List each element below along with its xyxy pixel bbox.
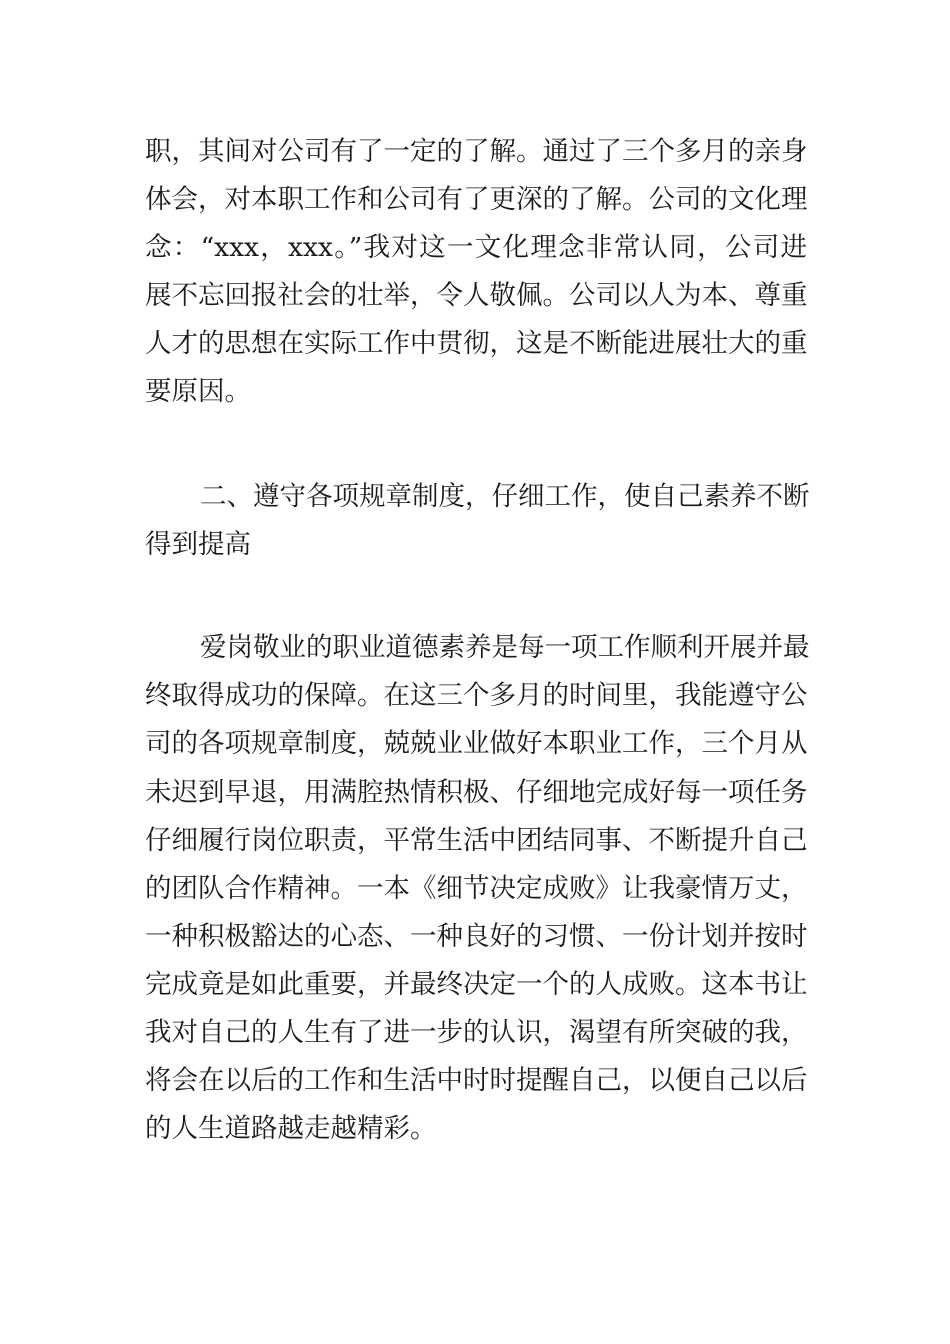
paragraph-3-line-1: 爱岗敬业的职业道德素养是每一项工作顺利开展并最 [200,632,810,663]
paragraph-1-line-1: 职，其间对公司有了一定的了解。通过了三个多月的亲身 [145,136,808,167]
paragraph-3-line-3: 司的各项规章制度，兢兢业业做好本职业工作，三个月从 [145,728,808,759]
paragraph-1-line-2: 体会，对本职工作和公司有了更深的了解。公司的文化理 [145,184,808,215]
paragraph-3-line-8: 完成竟是如此重要，并最终决定一个的人成败。这本书让 [145,969,808,1000]
paragraph-1-line-3: 念：“xxx，xxx。”我对这一文化理念非常认同，公司进 [145,232,807,263]
paragraph-3-line-7: 一种积极豁达的心态、一种良好的习惯、一份计划并按时 [145,921,808,952]
section-heading-line-2: 得到提高 [145,529,251,560]
paragraph-1-line-4: 展不忘回报社会的壮举，令人敬佩。公司以人为本、尊重 [145,280,808,311]
paragraph-3-line-11: 的人生道路越走越精彩。 [145,1113,437,1144]
paragraph-3-line-9: 我对自己的人生有了进一步的认识，渴望有所突破的我， [145,1017,808,1048]
paragraph-3-line-10: 将会在以后的工作和生活中时时提醒自己，以便自己以后 [145,1065,808,1096]
paragraph-1-line-5: 人才的思想在实际工作中贯彻，这是不断能进展壮大的重 [145,328,808,359]
section-heading-line-1: 二、遵守各项规章制度，仔细工作，使自己素养不断 [200,481,810,512]
paragraph-1-line-6: 要原因。 [145,376,251,407]
paragraph-3-line-5: 仔细履行岗位职责，平常生活中团结同事、不断提升自己 [145,825,808,856]
paragraph-3-line-6: 的团队合作精神。一本《细节决定成败》让我豪情万丈， [145,873,808,904]
paragraph-3-line-2: 终取得成功的保障。在这三个多月的时间里，我能遵守公 [145,680,808,711]
paragraph-3-line-4: 未迟到早退，用满腔热情积极、仔细地完成好每一项任务 [145,777,808,808]
